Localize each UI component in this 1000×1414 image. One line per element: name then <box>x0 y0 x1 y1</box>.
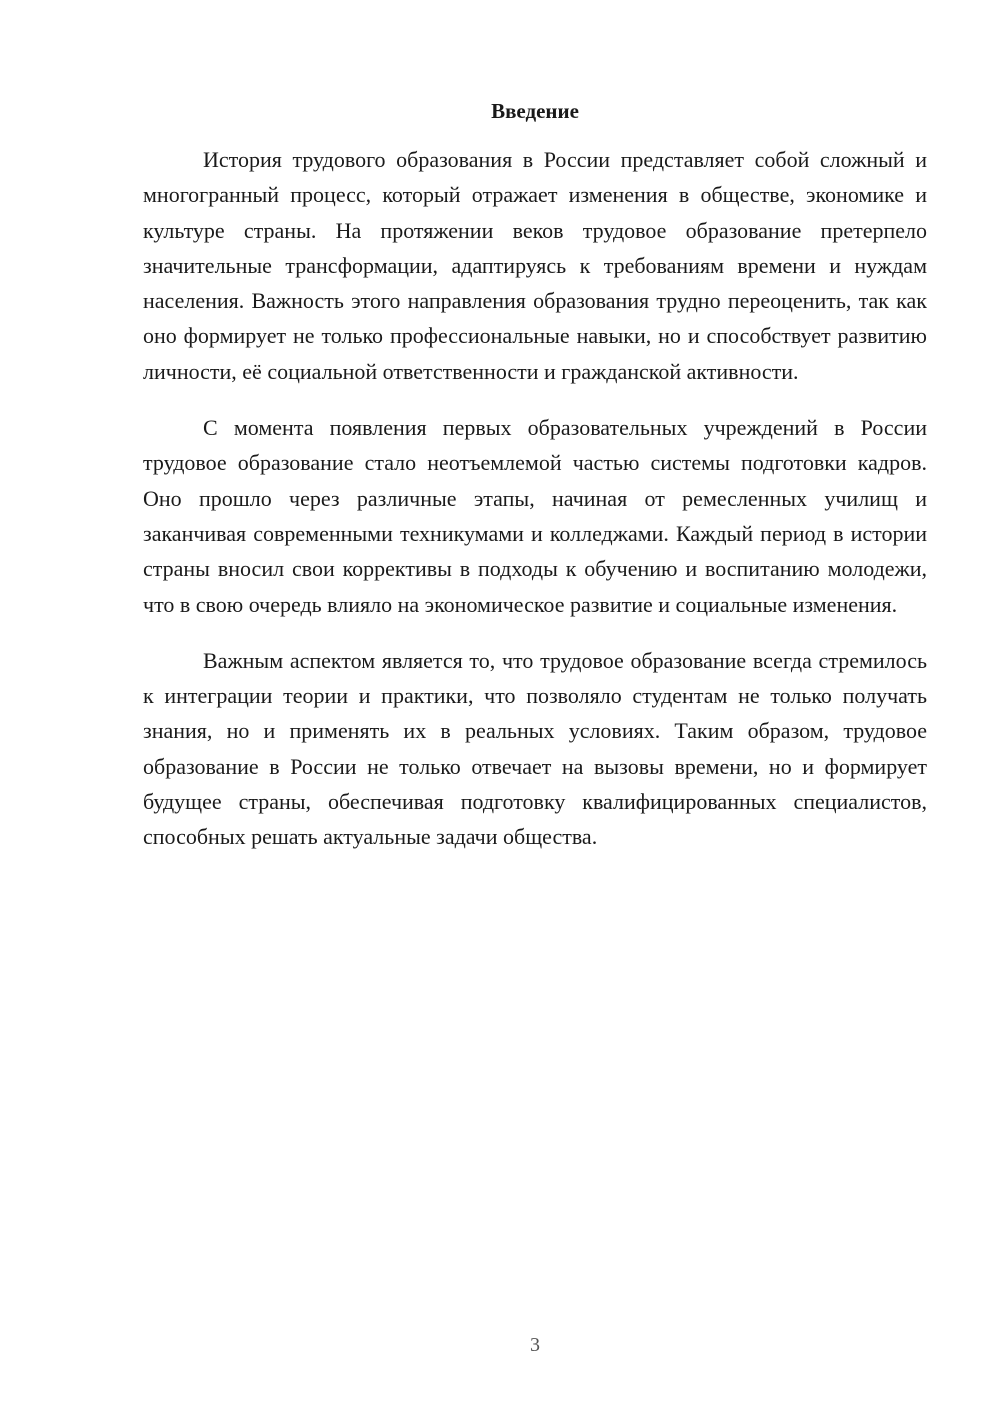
body-text <box>143 142 927 876</box>
page-number: 3 <box>530 1334 540 1356</box>
paragraph-1: История трудового образования в России представляет собой сложный и многогранный процесс, который отражает изменения в обществе, экономике и культуре страны. На протяжении веков трудовое образование претерпело значительные трансформации, адаптируясь к требованиям времени и нуждам населения. Важность этого направления образования трудно переоценить, так как оно формирует не только профессиональные навыки, но и способствует развитию личности, её социальной ответственности и гражданской активности. <box>143 147 927 384</box>
section-heading: Введение <box>491 99 579 123</box>
paragraph-2: С момента появления первых образовательных учреждений в России трудовое образование стало неотъемлемой частью системы подготовки кадров. Оно прошло через различные этапы, начиная от ремесленных училищ и заканчивая современными техникумами и колледжами. Каждый период в истории страны вносил свои коррективы в подходы к обучению и воспитанию молодежи, что в свою очередь влияло на экономическое развитие и социальные изменения. <box>143 415 927 617</box>
paragraph-3: Важным аспектом является то, что трудовое образование всегда стремилось к интеграции теории и практики, что позволяло студентам не только получать знания, но и применять их в реальных условиях. Таким образом, трудовое образование в России не только отвечает на вызовы времени, но и формирует будущее страны, обеспечивая подготовку квалифицированных специалистов, способных решать актуальные задачи общества. <box>143 647 927 850</box>
